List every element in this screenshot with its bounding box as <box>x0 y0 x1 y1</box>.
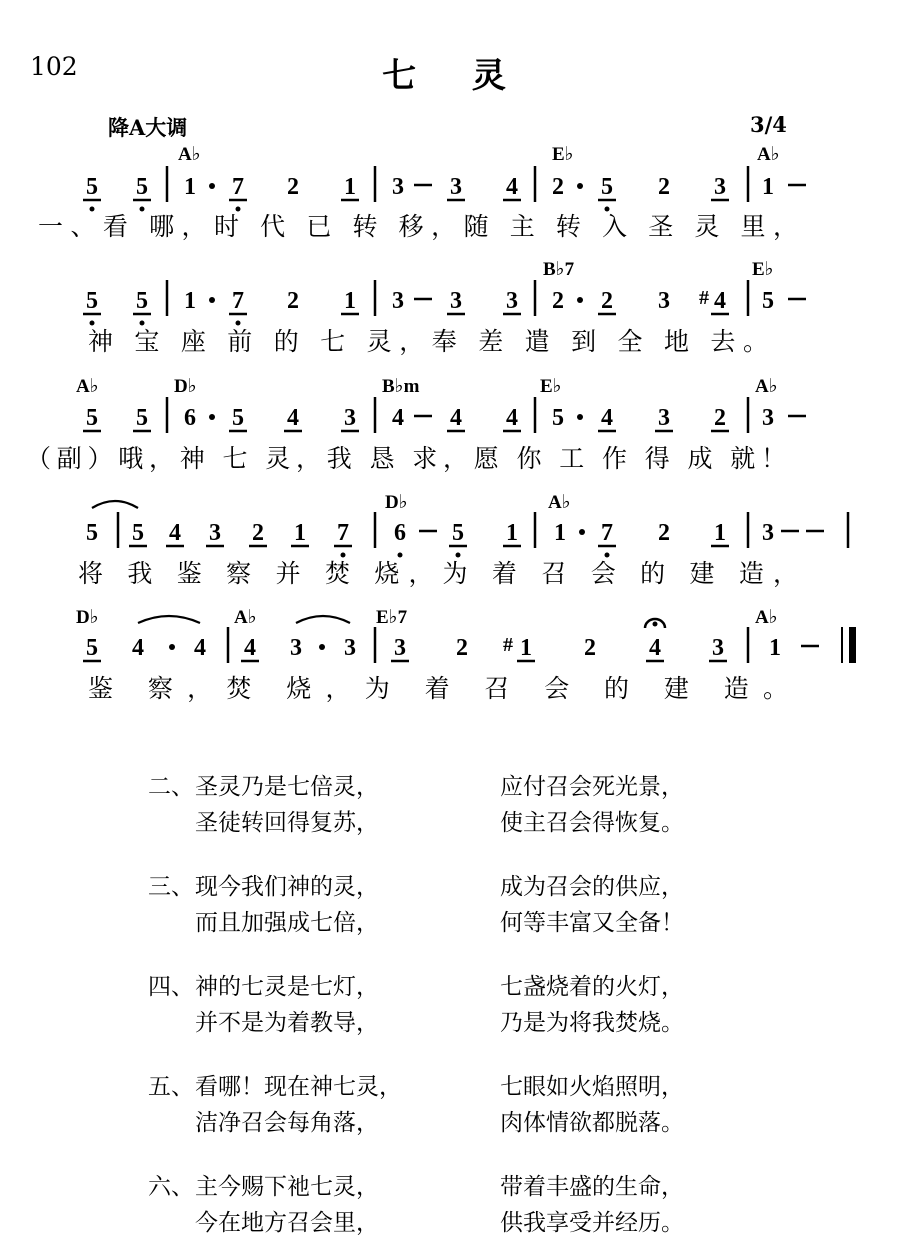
note-number: 5 <box>452 520 464 546</box>
note-number: 5 <box>86 635 98 661</box>
note-number: 4 <box>714 288 726 314</box>
note-number: 4 <box>132 635 144 661</box>
note-number: 5 <box>132 520 144 546</box>
verse-line: 神的七灵是七灯， <box>195 974 379 1000</box>
song-title: 七 灵 <box>382 56 528 96</box>
note-number: 3 <box>392 288 404 314</box>
note-number: 3 <box>394 635 406 661</box>
verse-line: 七盏烧着的火灯， <box>500 974 684 1000</box>
note-number: 1 <box>714 520 726 546</box>
chord-symbol: A♭ <box>755 607 778 628</box>
note-number: 1 <box>554 520 566 546</box>
verse-line: 今在地方召会里， <box>195 1210 379 1236</box>
note-number: 4 <box>244 635 256 661</box>
chord-symbol: E♭ <box>552 144 574 165</box>
verse-line: 使主召会得恢复。 <box>500 810 684 836</box>
lyric-line: 鉴 察，焚 烧，为 着 召 会 的 建 造。 <box>88 676 788 703</box>
note-number: 5 <box>136 405 148 431</box>
note-number: 4 <box>506 405 518 431</box>
note-number: 5 <box>86 288 98 314</box>
lyric-line: 将 我 鉴 察 并 焚 烧，为 着 召 会 的 建 造， <box>78 561 798 588</box>
verse-label: 五、 <box>148 1074 194 1100</box>
note-number: 5 <box>136 288 148 314</box>
chord-symbol: A♭ <box>548 492 571 513</box>
note-number: 5 <box>601 174 613 200</box>
key-signature: 降A大调 <box>108 115 188 140</box>
chord-symbol: D♭ <box>385 492 408 513</box>
note-number: 5 <box>552 405 564 431</box>
note-number: 3 <box>712 635 724 661</box>
note-number: 3 <box>344 635 356 661</box>
note-number: 1 <box>506 520 518 546</box>
note-number: 2 <box>552 288 564 314</box>
note-number: 2 <box>252 520 264 546</box>
note-number: 3 <box>658 288 670 314</box>
note-number: 2 <box>456 635 468 661</box>
verse-line: 肉体情欲都脱落。 <box>500 1110 684 1136</box>
sharp-sign: # <box>503 634 513 656</box>
verse-line: 现今我们神的灵， <box>195 874 379 900</box>
verse-line: 带着丰盛的生命， <box>500 1174 684 1200</box>
note-number: 1 <box>344 174 356 200</box>
chord-symbol: E♭ <box>540 376 562 397</box>
note-number: 4 <box>392 405 404 431</box>
time-signature: 3/4 <box>750 112 787 137</box>
note-number: 4 <box>506 174 518 200</box>
verse-line: 七眼如火焰照明， <box>500 1074 684 1100</box>
note-number: 1 <box>294 520 306 546</box>
lyric-line: 神 宝 座 前 的 七 灵，奉 差 遣 到 全 地 去。 <box>88 329 768 356</box>
note-number: 2 <box>552 174 564 200</box>
page-number: 102 <box>30 52 78 81</box>
lyric-line: 一、看 哪，时 代 已 转 移，随 主 转 入 圣 灵 里， <box>38 214 798 241</box>
note-number: 4 <box>601 405 613 431</box>
note-number: 1 <box>184 288 196 314</box>
verse-label: 四、 <box>148 974 194 1000</box>
chord-symbol: B♭m <box>382 376 420 397</box>
note-number: 3 <box>762 520 774 546</box>
chord-symbol: A♭ <box>755 376 778 397</box>
note-number: 2 <box>287 288 299 314</box>
note-number: 1 <box>769 635 781 661</box>
note-number: 3 <box>658 405 670 431</box>
note-number: 7 <box>232 288 244 314</box>
chord-symbol: A♭ <box>757 144 780 165</box>
verse-line: 应付召会死光景， <box>500 774 684 800</box>
note-number: 3 <box>714 174 726 200</box>
note-number: 3 <box>506 288 518 314</box>
note-number: 4 <box>450 405 462 431</box>
verse-line: 洁净召会每角落， <box>195 1110 379 1136</box>
verse-line: 圣徒转回得复苏， <box>195 810 379 836</box>
verse-line: 乃是为将我焚烧。 <box>500 1010 684 1036</box>
note-number: 5 <box>136 174 148 200</box>
note-number: 2 <box>658 520 670 546</box>
note-number: 3 <box>344 405 356 431</box>
note-number: 2 <box>601 288 613 314</box>
note-number: 6 <box>394 520 406 546</box>
verse-line: 供我享受并经历。 <box>500 1210 684 1236</box>
note-number: 7 <box>337 520 349 546</box>
verse-line: 主今赐下祂七灵， <box>195 1174 379 1200</box>
verse-line: 圣灵乃是七倍灵， <box>195 774 379 800</box>
note-number: 2 <box>714 405 726 431</box>
note-number: 5 <box>762 288 774 314</box>
verse-line: 何等丰富又全备！ <box>500 910 684 936</box>
note-number: 2 <box>584 635 596 661</box>
note-number: 1 <box>762 174 774 200</box>
note-number: 1 <box>344 288 356 314</box>
chord-symbol: A♭ <box>234 607 257 628</box>
note-number: 7 <box>601 520 613 546</box>
note-number: 4 <box>169 520 181 546</box>
verse-line: 看哪！现在神七灵， <box>195 1074 402 1100</box>
note-number: 6 <box>184 405 196 431</box>
chord-symbol: B♭7 <box>543 259 575 280</box>
note-number: 4 <box>287 405 299 431</box>
note-number: 3 <box>290 635 302 661</box>
verse-line: 而且加强成七倍， <box>195 910 379 936</box>
chord-symbol: E♭ <box>752 259 774 280</box>
note-number: 5 <box>86 520 98 546</box>
lyric-line: （副）哦，神 七 灵，我 恳 求，愿 你 工 作 得 成 就！ <box>26 446 786 473</box>
note-number: 5 <box>86 405 98 431</box>
note-number: 3 <box>392 174 404 200</box>
chord-symbol: A♭ <box>178 144 201 165</box>
note-number: 4 <box>649 635 661 661</box>
chord-symbol: D♭ <box>76 607 99 628</box>
note-number: 2 <box>658 174 670 200</box>
verse-line: 并不是为着教导， <box>195 1010 379 1036</box>
note-number: 3 <box>450 174 462 200</box>
chord-symbol: A♭ <box>76 376 99 397</box>
chord-symbol: D♭ <box>174 376 197 397</box>
note-number: 7 <box>232 174 244 200</box>
note-number: 1 <box>184 174 196 200</box>
note-number: 4 <box>194 635 206 661</box>
verse-label: 二、 <box>148 774 194 800</box>
note-number: 3 <box>209 520 221 546</box>
verse-label: 六、 <box>148 1174 194 1200</box>
note-number: 5 <box>86 174 98 200</box>
chord-symbol: E♭7 <box>376 607 408 628</box>
note-number: 3 <box>762 405 774 431</box>
note-number: 5 <box>232 405 244 431</box>
note-number: 1 <box>520 635 532 661</box>
verse-label: 三、 <box>148 874 194 900</box>
note-number: 2 <box>287 174 299 200</box>
verse-line: 成为召会的供应， <box>500 874 684 900</box>
note-number: 3 <box>450 288 462 314</box>
sharp-sign: # <box>699 287 709 309</box>
